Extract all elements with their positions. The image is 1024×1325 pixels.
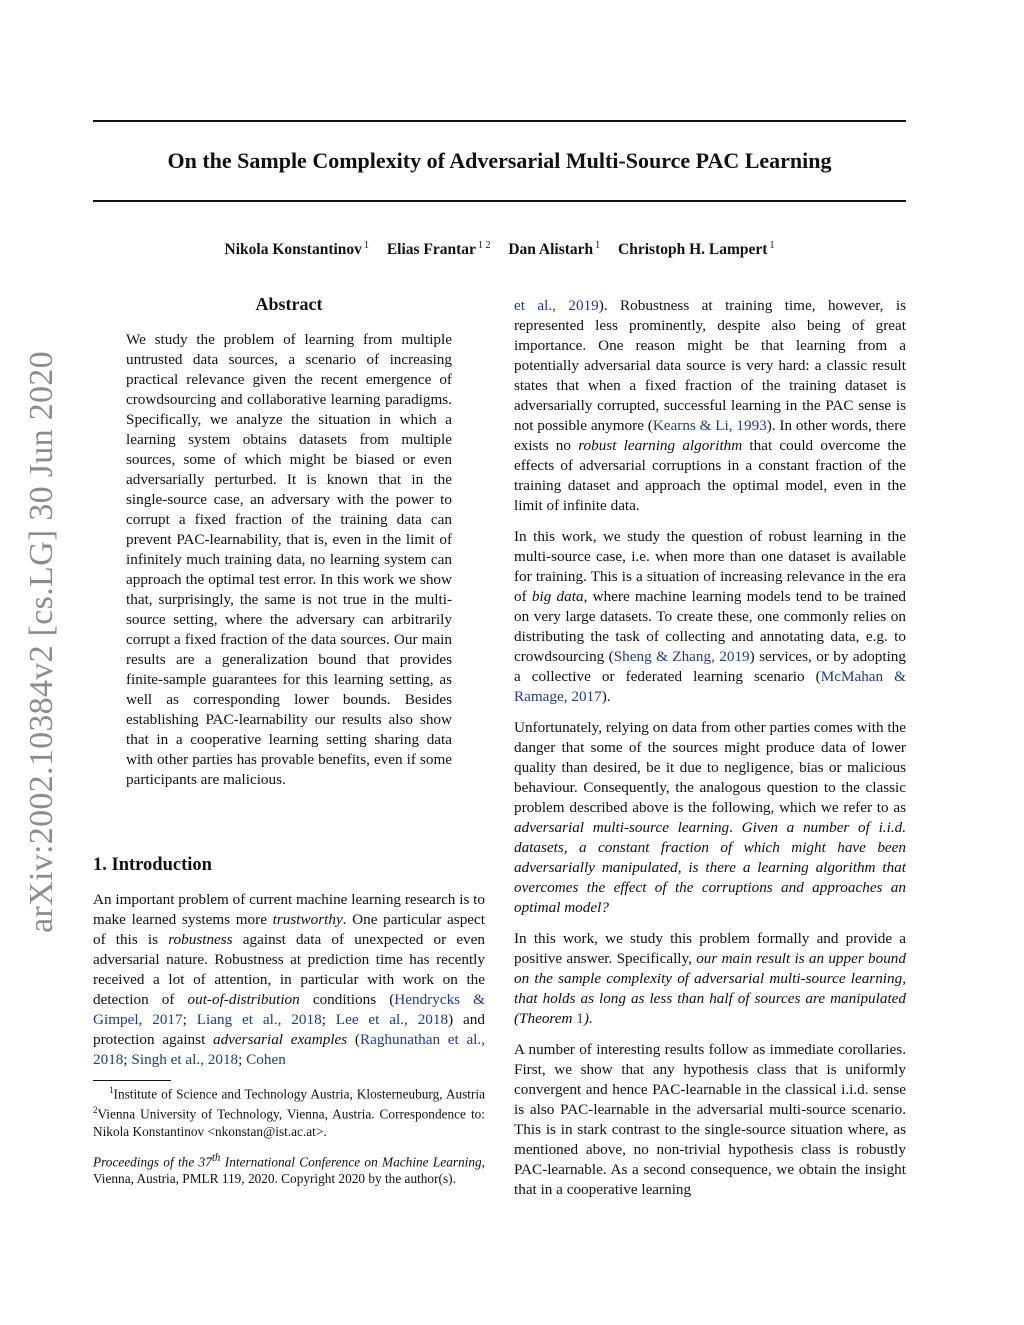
- citation-link[interactable]: Singh et al., 2018: [131, 1051, 239, 1068]
- author: [225, 235, 369, 261]
- body-paragraph: A number of interesting results follow as immediate corollaries. First, we show that any hypothesis class that is uniformly convergent and hence PAC-learnable in the classical i.i.d. sense is also PAC-learnable in the adversarial multi-source scenario. This is in stark contrast to the single-source situation where, as mentioned above, no non-trivial hypothesis class is robustly PAC-learnable. As a second consequence, we obtain the insight that in a cooperative learning: [514, 1041, 906, 1198]
- introduction-paragraph: An important problem of current machine learning research is to make learned systems more trustworthy. One particular aspect of this is robustness against data of unexpected or even adversarial nature. Robustness at prediction time has recently received a lot of attention, in particular with work on the detection of out-of-distribution conditions (Hendrycks & Gimpel, 2017; Liang et al., 2018; Lee et al., 2018) and protection against adversarial examples (Raghunathan et al., 2018; Singh et al., 2018; Cohen: [93, 891, 485, 1068]
- author-affiliation: 1: [595, 240, 601, 251]
- title-rule-bottom: [93, 200, 906, 202]
- paper-title: On the Sample Complexity of Adversarial Multi-Source PAC Learning: [167, 148, 832, 173]
- author: [618, 235, 774, 261]
- citation-link[interactable]: Lee et al., 2018: [335, 1011, 449, 1028]
- body-paragraph: et al., 2019). Robustness at training time, however, is represented less prominently, despite also being of great importance. One reason might be that learning from a potentially adversarial data source is very hard: a classic result states that when a fixed fraction of the training dataset is adversarially corrupted, successful learning in the PAC sense is not possible anymore (Kearns & Li, 1993). In other words, there exists no robust learning algorithm that could overcome the effects of adversarial corruptions in a constant fraction of the training dataset and approach the optimal model, even in the limit of infinite data.: [514, 297, 907, 514]
- citation-link[interactable]: Raghunathan et al., 2018: [93, 1031, 485, 1068]
- abstract-heading: Abstract: [255, 294, 323, 314]
- author-list: [93, 235, 906, 261]
- citation-link[interactable]: Liang et al., 2018: [196, 1011, 322, 1028]
- citation-link[interactable]: Sheng & Zhang, 2019: [613, 648, 750, 665]
- body-paragraph: Unfortunately, relying on data from other parties comes with the danger that some of the sources might produce data of lower quality than desired, be it due to negligence, bias or malicious behaviour. Consequently, the analogous question to the classic problem described above is the following, which we refer to as adversarial multi-source learning. Given a number of i.i.d. datasets, a constant fraction of which might have been adversarially manipulated, is there a learning algorithm that overcomes the effect of the corruptions and approaches an optimal model?: [514, 719, 907, 916]
- citation-link[interactable]: McMahan & Ramage, 2017: [514, 668, 906, 705]
- proceedings-note: Proceedings of the 37th International Conference on Machine Learning, Vienna, Austria, PMLR 119, 2020. Copyright 2020 by the author(s).: [93, 1152, 485, 1187]
- arxiv-identifier-stamp: arXiv:2002.10384v2 [cs.LG] 30 Jun 2020: [23, 351, 60, 933]
- body-paragraph: In this work, we study the question of robust learning in the multi-source case, i.e. when more than one dataset is available for training. This is a situation of increasing relevance in the era of big data, where machine learning models tend to be trained on very large datasets. To create these, one commonly relies on distributing the task of collecting and annotating data, e.g. to crowdsourcing (Sheng & Zhang, 2019) services, or by adopting a collective or federated learning scenario (McMahan & Ramage, 2017).: [514, 528, 907, 705]
- citation-link[interactable]: Kearns & Li, 1993: [652, 417, 767, 434]
- citation-link[interactable]: et al., 2019: [514, 297, 599, 314]
- author-affiliation: 1: [363, 240, 369, 251]
- author: [387, 235, 491, 261]
- author-name: Nikola Konstantinov: [224, 241, 362, 259]
- body-paragraph: In this work, we study this problem formally and provide a positive answer. Specifically, our main result is an upper bound on the sample complexity of adversarial multi-source learning, that holds as long as less than half of sources are manipulated (Theorem 1).: [514, 930, 906, 1027]
- abstract-text: We study the problem of learning from multiple untrusted data sources, a scenario of increasing practical relevance given the recent emergence of crowdsourcing and collaborative learning paradigms. Specifically, we analyze the situation in which a learning system obtains datasets from multiple sources, some of which might be biased or even adversarially perturbed. It is known that in the single-source case, an adversary with the power to corrupt a fixed fraction of the training data can prevent PAC-learnability, that is, even in the limit of infinitely much training data, no learning system can approach the optimal test error. In this work we show that, surprisingly, the same is not true in the multi-source setting, where the adversary can arbitrarily corrupt a fixed fraction of the data sources. Our main results are a generalization bound that provides finite-sample guarantees for this learning setting, as well as corresponding lower bounds. Besides establishing PAC-learnability our results also show that in a cooperative learning setting sharing data with other parties has provable benefits, even if some participants are malicious.: [126, 331, 452, 788]
- affiliation-footnote: $^1$Institute of Science and Technology Austria, Klosterneuburg, Austria $^2$Vienna University of Technology, Vienna, Austria. Correspondence to: Nikola Konstantinov <nkonstan@ist.ac.at>.: [93, 1085, 486, 1139]
- right-column: [514, 296, 906, 1211]
- author-name: Dan Alistarh: [508, 241, 594, 259]
- theorem-link[interactable]: 1: [576, 1010, 584, 1027]
- introduction-heading: 1. Introduction: [93, 855, 212, 875]
- author-name: Christoph H. Lampert: [618, 241, 768, 259]
- author-affiliation: 1: [769, 240, 775, 251]
- author: [508, 235, 600, 261]
- citation-link[interactable]: Cohen: [246, 1051, 286, 1068]
- title-rule-top: [93, 120, 906, 122]
- author-affiliation: 1 2: [477, 240, 491, 251]
- author-name: Elias Frantar: [386, 241, 476, 259]
- footnote-rule: [93, 1080, 171, 1081]
- citation-link[interactable]: Hendrycks & Gimpel, 2017: [93, 991, 485, 1028]
